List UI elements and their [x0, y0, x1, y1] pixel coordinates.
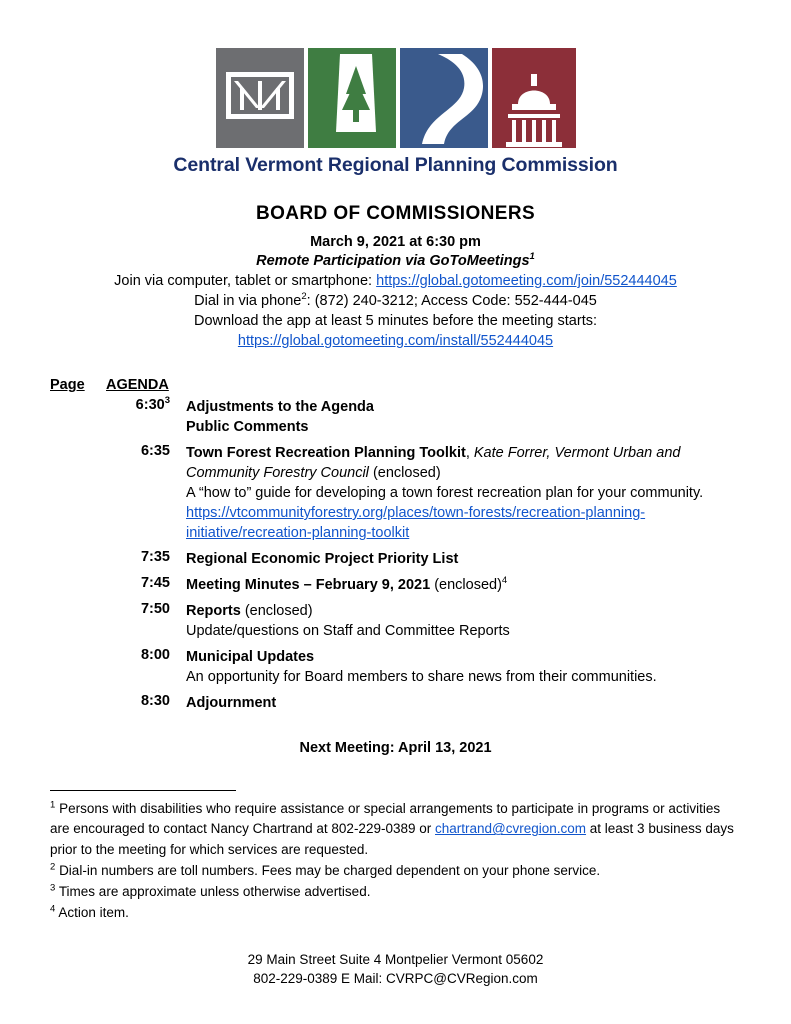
agenda-table — [48, 397, 743, 714]
dial-rest: : (872) 240-3212; Access Code: 552-444-045 — [306, 293, 597, 309]
agenda-row — [48, 642, 743, 688]
agenda-item-text: Municipal Updates — [186, 649, 315, 665]
footnote-1-text-b: at least 3 business days prior to the meeting for which services are requested. — [50, 821, 734, 857]
footnote-2-marker: 2 — [50, 861, 56, 873]
page-title: BOARD OF COMMISSIONERS — [255, 203, 536, 224]
agenda-item-text: (enclosed) — [240, 603, 313, 619]
agenda-column-label: AGENDA — [106, 377, 169, 393]
agenda-item-text: , — [465, 445, 474, 461]
agenda-row — [48, 688, 743, 714]
agenda-row-time: 7:35 — [140, 549, 170, 565]
page-column-label: Page — [50, 377, 85, 393]
agenda-item-text: Update/questions on Staff and Committee Reports — [186, 623, 510, 639]
address-line-1: 29 Main Street Suite 4 Montpelier Vermont 05602 — [247, 951, 544, 967]
agenda-item-link[interactable]: https://vtcommunityforestry.org/places/town-forests/recreation-planning-initiative/recreation-planning-toolkit — [186, 505, 646, 541]
agenda-item-text: Public Comments — [186, 419, 309, 435]
agenda-item-line — [186, 397, 743, 417]
agenda-item-line — [186, 693, 743, 713]
footnote-marker: 3 — [164, 395, 170, 407]
agenda-row-item — [186, 688, 743, 714]
agenda-item-line — [186, 443, 743, 483]
footnote-marker: 4 — [501, 575, 508, 587]
agenda-item-line — [186, 575, 743, 595]
agenda-row — [48, 438, 743, 544]
address-footer — [48, 950, 743, 989]
cvrpc-logo-icon — [216, 48, 576, 148]
agenda-row-item — [186, 544, 743, 570]
agenda-column-headers — [50, 377, 743, 393]
footnote-4 — [50, 903, 743, 923]
agenda-item-text: (enclosed) — [430, 577, 502, 593]
join-prefix: Join via computer, tablet or smartphone: — [114, 273, 377, 289]
agenda-row-time: 6:35 — [140, 443, 170, 459]
agenda-item-text: Adjournment — [186, 695, 277, 711]
contact-email-link[interactable]: chartrand@cvregion.com — [435, 821, 587, 837]
organization-name: Central Vermont Regional Planning Commission — [173, 154, 618, 176]
footnote-1-marker: 1 — [50, 799, 56, 811]
agenda-item-text: Town Forest Recreation Planning Toolkit — [186, 445, 466, 461]
agenda-item-text: Kate Forrer, Vermont Urban and Community Forestry Council — [186, 445, 681, 481]
agenda-item-line — [186, 549, 743, 569]
agenda-row-item — [186, 596, 743, 642]
agenda-row — [48, 570, 743, 596]
agenda-row-item — [186, 438, 743, 544]
join-line — [48, 273, 743, 289]
agenda-item-text: (enclosed) — [368, 465, 441, 481]
footnote-1-text-a: Persons with disabilities who require assistance or special arrangements to participate in programs or activities are encouraged to contact Nancy Chartrand at 802-229-0389 or — [50, 801, 721, 837]
next-meeting-note: Next Meeting: April 13, 2021 — [299, 740, 492, 756]
agenda-row — [48, 596, 743, 642]
agenda-item-text: Adjustments to the Agenda — [186, 399, 374, 415]
address-line-2: 802-229-0389 E Mail: CVRPC@CVRegion.com — [253, 971, 538, 987]
footnote-marker-2: 2 — [301, 291, 307, 303]
agenda-row — [48, 544, 743, 570]
footnote-3-text: Times are approximate unless otherwise advertised. — [58, 884, 371, 899]
agenda-item-text: Meeting Minutes – February 9, 2021 — [186, 577, 431, 593]
join-meeting-link[interactable]: https://global.gotomeeting.com/join/552444045 — [376, 273, 677, 289]
footnote-4-text: Action item. — [58, 905, 129, 921]
footnotes-block — [50, 799, 743, 924]
footnote-marker-1: 1 — [529, 251, 535, 263]
dial-in-line — [48, 293, 743, 309]
footnote-4-marker: 4 — [50, 903, 56, 915]
install-line — [48, 333, 743, 349]
agenda-row-time: 7:45 — [140, 575, 170, 591]
download-instruction: Download the app at least 5 minutes before the meeting starts: — [193, 313, 597, 329]
agenda-item-text: An opportunity for Board members to share news from their communities. — [186, 669, 657, 685]
agenda-row-time: $6:30^3$ — [135, 395, 170, 413]
agenda-row-time: 8:30 — [140, 693, 170, 709]
agenda-item-text: Regional Economic Project Priority List — [186, 551, 459, 567]
agenda-row-time: 7:50 — [140, 601, 170, 617]
agenda-item-line — [186, 483, 743, 543]
footnote-3 — [50, 882, 743, 902]
agenda-row — [48, 397, 743, 438]
footnote-3-marker: 3 — [50, 882, 56, 894]
agenda-item-text: A “how to” guide for developing a town forest recreation plan for your community. — [186, 485, 704, 501]
remote-participation-note — [48, 253, 743, 269]
agenda-row-item — [186, 397, 743, 438]
agenda-item-line — [186, 647, 743, 667]
agenda-item-line — [186, 601, 743, 621]
meeting-date: March 9, 2021 at 6:30 pm — [310, 234, 481, 250]
agenda-row-time: 8:00 — [140, 647, 170, 663]
footnote-divider — [50, 790, 236, 791]
agenda-item-text: Reports — [186, 603, 241, 619]
logo-block — [48, 48, 743, 177]
remote-text: Remote Participation via GoToMeetings — [256, 253, 530, 269]
footnote-1 — [50, 799, 743, 860]
agenda-row-item — [186, 642, 743, 688]
dial-prefix: Dial in via phone — [194, 293, 302, 309]
agenda-row-item — [186, 570, 743, 596]
agenda-item-line — [186, 417, 743, 437]
install-app-link[interactable]: https://global.gotomeeting.com/install/552444045 — [237, 333, 554, 349]
footnote-2-text: Dial-in numbers are toll numbers. Fees may be charged dependent on your phone service. — [59, 862, 601, 878]
agenda-item-line — [186, 621, 743, 641]
agenda-item-line — [186, 667, 743, 687]
footnote-2 — [50, 861, 743, 881]
